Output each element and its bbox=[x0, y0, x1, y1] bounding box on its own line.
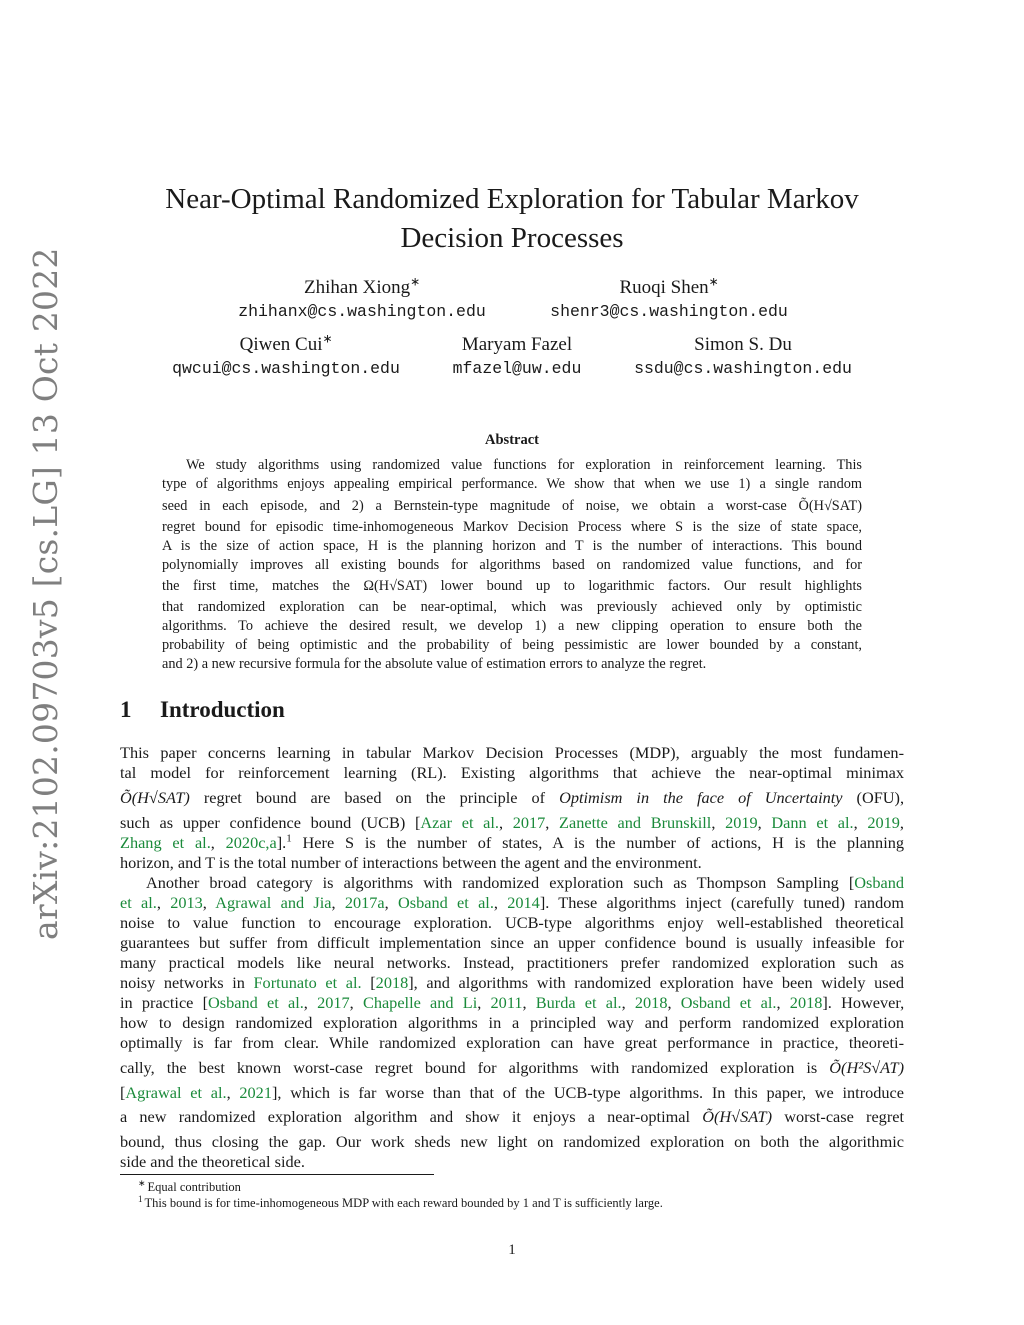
body-line: [Agrawal et al., 2021], which is far worse than that of the UCB-type algorithms. In this paper, we introduce bbox=[120, 1083, 905, 1102]
body-line: guarantees but suffer from difficult implementation since an upper confidence bound is usually infeasible for bbox=[120, 933, 904, 952]
abstract-line: the first time, matches the Ω(H√SAT) lower bound up to logarithmic factors. Our result highlights bbox=[162, 578, 862, 594]
paper-title bbox=[120, 180, 904, 258]
footnote: ∗ Equal contribution bbox=[138, 1177, 241, 1194]
body-line: side and the theoretical side. bbox=[120, 1152, 305, 1171]
body-line: how to design randomized exploration algorithms in a principled way and perform randomized exploration bbox=[120, 1013, 904, 1032]
citation-link[interactable]: 2020c,a bbox=[225, 833, 277, 852]
citation-link[interactable]: Osband et al. bbox=[208, 993, 304, 1012]
author-block bbox=[519, 276, 819, 324]
author-email[interactable]: shenr3@cs.washington.edu bbox=[550, 302, 788, 321]
footnote-mark: 1 bbox=[138, 1193, 143, 1204]
section-number: 1 bbox=[120, 697, 132, 722]
author-email[interactable]: mfazel@uw.edu bbox=[452, 359, 582, 378]
author-email[interactable]: zhihanx@cs.washington.edu bbox=[238, 302, 486, 321]
citation-link[interactable]: 2017 bbox=[512, 813, 546, 832]
body-line: Another broad category is algorithms with randomized exploration such as Thompson Sampling [Osband bbox=[146, 873, 904, 892]
citation-link[interactable]: Fortunato et al. bbox=[253, 973, 362, 992]
citation-link[interactable]: Chapelle and Li bbox=[362, 993, 478, 1012]
title-line-2: Decision Processes bbox=[400, 222, 624, 254]
abstract-line: seed in each episode, and 2) a Bernstein-type magnitude of noise, we obtain a worst-case Õ(H√SAT) bbox=[162, 498, 862, 514]
body-line: noise to value function to encourage exploration. UCB-type algorithms enjoy well-established theoretical bbox=[120, 913, 904, 932]
section-title: Introduction bbox=[160, 697, 285, 722]
citation-link[interactable]: Osband et al. bbox=[680, 993, 777, 1012]
math-expression: Õ(H²S√AT) bbox=[829, 1058, 904, 1077]
section-heading bbox=[120, 697, 285, 723]
abstract-line: We study algorithms using randomized value functions for exploration in reinforcement learning. This bbox=[186, 457, 862, 473]
body-line: Õ(H√SAT) regret bound are based on the principle of Optimism in the face of Uncertainty (OFU), bbox=[120, 788, 905, 807]
citation-link[interactable]: Osband bbox=[854, 873, 904, 892]
body-line: et al., 2013, Agrawal and Jia, 2017a, Osband et al., 2014]. These algorithms inject (carefully tuned) random bbox=[120, 893, 905, 912]
citation-link[interactable]: Dann et al. bbox=[771, 813, 854, 832]
citation-link[interactable]: Agrawal et al. bbox=[125, 1083, 227, 1102]
body-line: tal model for reinforcement learning (RL). Existing algorithms that achieve the near-optimal minimax bbox=[120, 763, 904, 782]
citation-link[interactable]: Zanette and Brunskill bbox=[559, 813, 712, 832]
author-email[interactable]: ssdu@cs.washington.edu bbox=[634, 359, 852, 378]
footnote-mark: ∗ bbox=[138, 1177, 146, 1188]
body-line: cally, the best known worst-case regret bound for algorithms with randomized exploration is Õ(H²S√AT) bbox=[120, 1058, 904, 1077]
citation-link[interactable]: et al. bbox=[120, 893, 157, 912]
footnote: $^1$ This bound is for time-inhomogeneous MDP with each reward bounded by 1 and T is sufficiently large. bbox=[138, 1193, 663, 1210]
abstract-line: type of algorithms enjoys appealing empirical performance. We show that when we use 1) a single random bbox=[162, 476, 862, 492]
citation-link[interactable]: 2021 bbox=[239, 1083, 272, 1102]
footnote-reference[interactable]: 1 bbox=[286, 832, 292, 845]
citation-link[interactable]: 2018 bbox=[375, 973, 409, 992]
math-expression: Õ(H√SAT) bbox=[702, 1107, 773, 1126]
citation-link[interactable]: 2019 bbox=[725, 813, 758, 832]
author-block bbox=[618, 333, 868, 381]
abstract-line: algorithms. To achieve the desired result, we develop 1) a new clipping operation to ensure both the bbox=[162, 618, 862, 634]
abstract-line: probability of being optimistic and the probability of being pessimistic are lower bounded by a constant, bbox=[162, 637, 862, 653]
citation-link[interactable]: Osband et al. bbox=[398, 893, 494, 912]
author-name: Ruoqi Shen∗ bbox=[619, 275, 719, 298]
body-line: noisy networks in Fortunato et al. [2018], and algorithms with randomized exploration have been widely used bbox=[120, 973, 904, 992]
footnote-divider bbox=[120, 1174, 434, 1175]
math-expression: Õ(H√SAT) bbox=[120, 788, 190, 807]
author-block bbox=[420, 333, 614, 381]
citation-link[interactable]: 2013 bbox=[170, 893, 203, 912]
citation-link[interactable]: Agrawal and Jia bbox=[215, 893, 332, 912]
abstract-line: and 2) a new recursive formula for the absolute value of estimation errors to analyze the regret. bbox=[162, 656, 707, 672]
page-number: 1 bbox=[508, 1242, 516, 1258]
abstract-line: regret bound for episodic time-inhomogeneous Markov Decision Process where S is the size of state space, bbox=[162, 519, 862, 535]
emphasis-text: Optimism in the face of Uncertainty bbox=[559, 788, 843, 807]
citation-link[interactable]: 2011 bbox=[490, 993, 523, 1012]
author-name: Zhihan Xiong∗ bbox=[304, 275, 420, 298]
author-name: Maryam Fazel bbox=[461, 334, 573, 355]
body-line: many practical models like neural networks. Instead, practitioners prefer randomized exploration such as bbox=[120, 953, 904, 972]
body-line: such as upper confidence bound (UCB) [Azar et al., 2017, Zanette and Brunskill, 2019, Dann et al., 2019, bbox=[120, 813, 904, 832]
author-name: Simon S. Du bbox=[694, 334, 792, 355]
citation-link[interactable]: Azar et al. bbox=[420, 813, 499, 832]
body-line: Zhang et al., 2020c,a].$^1$ Here S is the number of states, A is the number of actions, H is the planning bbox=[120, 832, 905, 852]
author-name: Qiwen Cui∗ bbox=[239, 332, 333, 355]
citation-link[interactable]: 2018 bbox=[634, 993, 668, 1012]
author-block bbox=[156, 333, 416, 381]
citation-link[interactable]: Burda et al. bbox=[535, 993, 622, 1012]
abstract-line: polynomially improves all existing bounds for algorithms based on randomized value functions, and for bbox=[162, 557, 862, 573]
body-line: horizon, and T is the total number of interactions between the agent and the environment. bbox=[120, 853, 702, 872]
abstract-line: A is the size of action space, H is the planning horizon and T is the number of interactions. This bound bbox=[162, 538, 862, 554]
author-block bbox=[212, 276, 512, 324]
citation-link[interactable]: 2017 bbox=[317, 993, 350, 1012]
body-line: optimally is far from clear. While randomized exploration can have great performance in practice, theoreti- bbox=[120, 1033, 904, 1052]
title-line-1: Near-Optimal Randomized Exploration for Tabular Markov bbox=[165, 183, 859, 215]
arxiv-identifier-stamp: arXiv:2102.09703v5 [cs.LG] 13 Oct 2022 bbox=[26, 247, 65, 940]
citation-link[interactable]: 2018 bbox=[789, 993, 823, 1012]
author-email[interactable]: qwcui@cs.washington.edu bbox=[172, 359, 400, 378]
body-line: a new randomized exploration algorithm and show it enjoys a near-optimal Õ(H√SAT) worst-case regret bbox=[120, 1107, 904, 1126]
body-line: bound, thus closing the gap. Our work sheds new light on randomized exploration on both the algorithmic bbox=[120, 1132, 904, 1151]
citation-link[interactable]: 2017a bbox=[344, 893, 385, 912]
abstract-line: that randomized exploration can be near-optimal, which was previously achieved only by optimistic bbox=[162, 599, 862, 615]
citation-link[interactable]: Zhang et al. bbox=[120, 833, 211, 852]
body-line: in practice [Osband et al., 2017, Chapelle and Li, 2011, Burda et al., 2018, Osband et al., 2018]. However, bbox=[120, 993, 905, 1012]
abstract-heading: Abstract bbox=[485, 432, 539, 448]
citation-link[interactable]: 2014 bbox=[507, 893, 540, 912]
citation-link[interactable]: 2019 bbox=[867, 813, 900, 832]
body-line: This paper concerns learning in tabular Markov Decision Processes (MDP), arguably the most fundamen- bbox=[120, 743, 904, 762]
